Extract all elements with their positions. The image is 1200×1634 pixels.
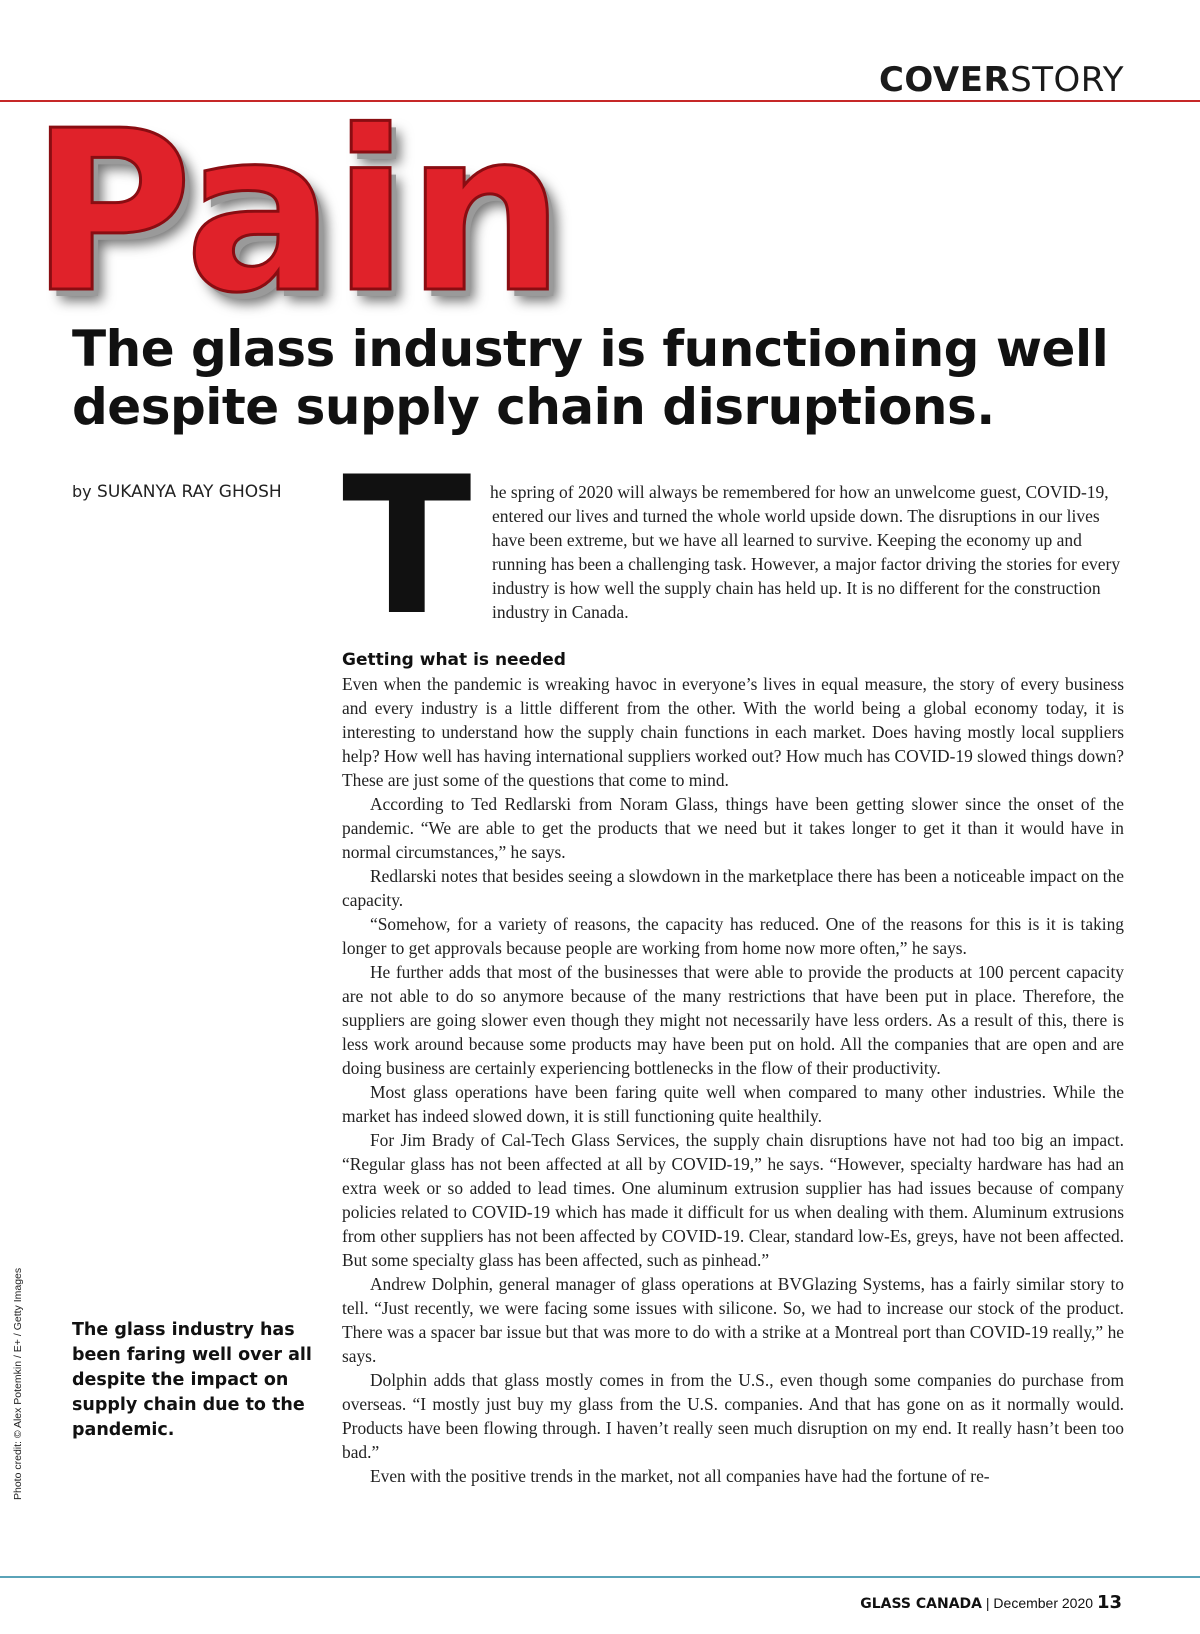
- subhead: Getting what is needed: [342, 650, 566, 670]
- body-paragraph: For Jim Brady of Cal-Tech Glass Services, the supply chain disruptions have not had too big an impact. “Regular glass has not been affected at all by COVID-19,” he says. “However, specialty hardware has had an extra week or so added to lead times. One aluminum extrusion supplier has had issues because of company policies related to COVID-19 which has made it difficult for us when dealing with them. Aluminum extrusions from other suppliers has not been affected by COVID-19. Clear, standard low-Es, greys, have not been affected. But some specialty glass has been affected, such as pinhead.”: [342, 1130, 1124, 1270]
- footer-rule: [0, 1576, 1200, 1578]
- photo-credit-text: Photo credit: © Alex Potemkin / E+ / Getty Images: [12, 1267, 24, 1500]
- article-subtitle: The glass industry is functioning well despite supply chain disruptions.: [72, 320, 1109, 436]
- body-paragraph: Most glass operations have been faring quite well when compared to many other industries. While the market has indeed slowed down, it is still functioning quite healthily.: [342, 1082, 1124, 1126]
- drop-cap: T: [342, 436, 472, 657]
- body-paragraph: Andrew Dolphin, general manager of glass operations at BVGlazing Systems, has a fairly similar story to tell. “Just recently, we were facing some issues with silicone. So, we had to increase our stock of the product. There was a spacer bar issue but that was more to do with a strike at a Montreal port than COVID-19 really,” he says.: [342, 1274, 1124, 1366]
- photo-credit: [0, 1267, 30, 1520]
- footer-separator: |: [982, 1595, 994, 1611]
- page-footer: [860, 1592, 1122, 1613]
- section-label: [879, 60, 1124, 100]
- author-name: SUKANYA RAY GHOSH: [97, 482, 282, 502]
- section-label-light: STORY: [1010, 60, 1124, 100]
- article-body: [342, 648, 1124, 1488]
- body-paragraph: Dolphin adds that glass mostly comes in from the U.S., even though some companies do purchase from overseas. “I mostly just buy my glass from the U.S. companies. And that has gone on as it normally would. Products have been flowing through. I haven’t really seen much disruption on my end. It really hasn’t been too bad.”: [342, 1370, 1124, 1462]
- section-label-bold: COVER: [878, 60, 1011, 100]
- body-paragraph: Redlarski notes that besides seeing a slowdown in the marketplace there has been a noticeable impact on the capacity.: [342, 866, 1124, 910]
- body-paragraph: Even with the positive trends in the market, not all companies have had the fortune of re-: [370, 1466, 990, 1486]
- pull-quote: The glass industry has been faring well over all despite the impact on supply chain due to the pandemic.: [72, 1320, 312, 1440]
- byline: [72, 482, 282, 502]
- intro-paragraph: he spring of 2020 will always be remembered for how an unwelcome guest, COVID-19, entered our lives and turned the whole world upside down. The disruptions in our lives have been extreme, but we have all learned to survive. Keeping the economy up and running has been a challenging task. However, a major factor driving the stories for every industry is how well the supply chain has held up. It is no different for the construction industry in Canada.: [490, 482, 1121, 622]
- issue-date: December 2020: [993, 1595, 1094, 1611]
- body-paragraph: “Somehow, for a variety of reasons, the capacity has reduced. One of the reasons for this is it is taking longer to get approvals because people are working from home now more often,” he says.: [342, 914, 1124, 958]
- body-paragraph: He further adds that most of the businesses that were able to provide the products at 100 percent capacity are not able to do so anymore because of the many restrictions that have been put in place. Therefore, the suppliers are going slower even though they might not necessarily have less orders. As a result of this, there is less work around because some products may have been put on hold. All the companies that are open and are doing business are certainly experiencing bottlenecks in the flow of their productivity.: [342, 962, 1124, 1078]
- body-paragraph: According to Ted Redlarski from Noram Glass, things have been getting slower since the onset of the pandemic. “We are able to get the products that we need but it takes longer to get it than it would have in normal circumstances,” he says.: [342, 794, 1124, 862]
- magazine-name: GLASS CANADA: [860, 1596, 982, 1612]
- body-paragraph: Even when the pandemic is wreaking havoc in everyone’s lives in equal measure, the story of every business and every industry is a little different from the other. With the world being a global economy today, it is interesting to understand how the supply chain functions in each market. Does having mostly local suppliers help? How well has having international suppliers worked out? How much has COVID-19 slowed things down? These are just some of the questions that come to mind.: [342, 674, 1124, 790]
- article-title: Pain: [30, 84, 563, 342]
- page-number: 13: [1096, 1592, 1122, 1613]
- byline-prefix: by: [72, 482, 92, 501]
